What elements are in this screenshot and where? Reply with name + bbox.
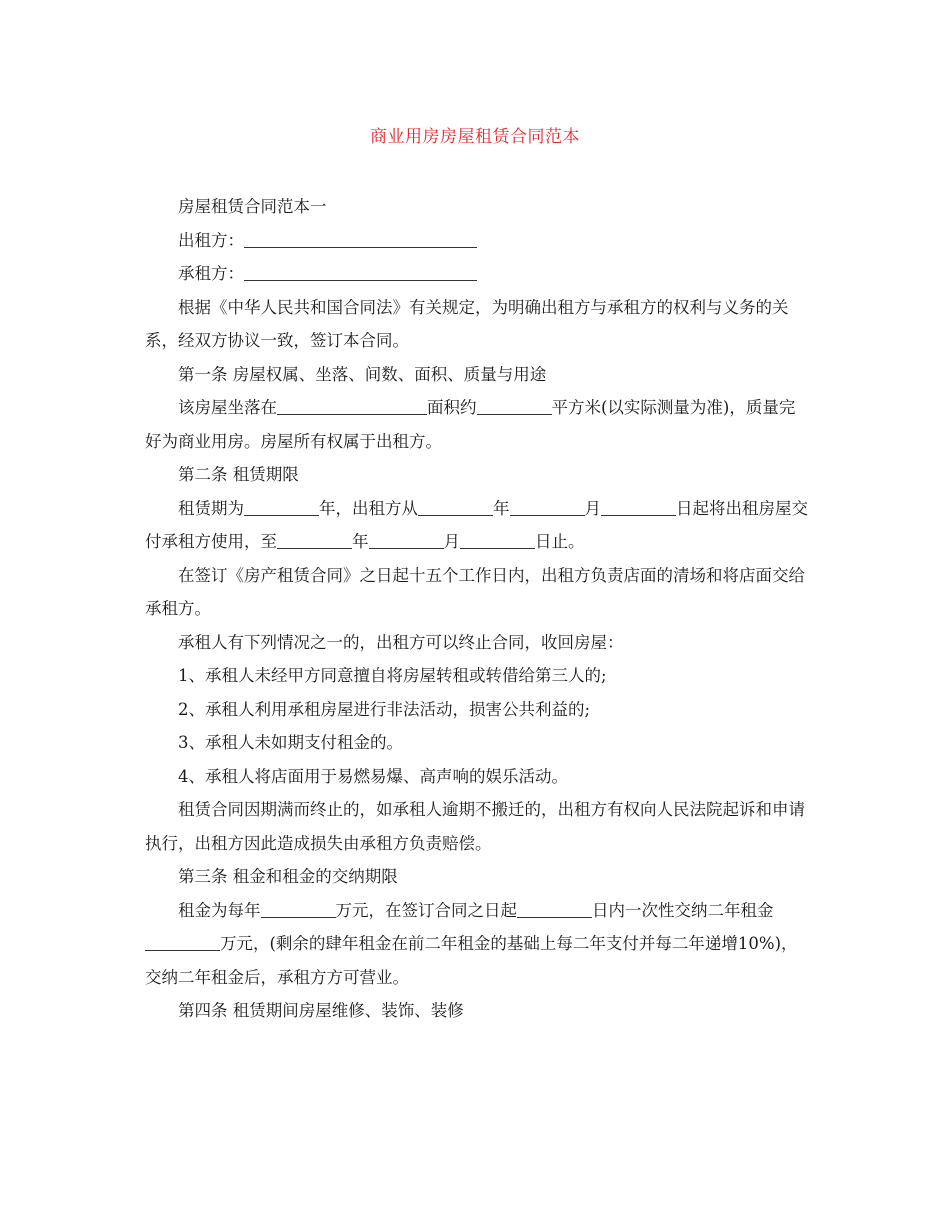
two-year-rent-text: 日内一次性交纳二年租金 — [592, 900, 774, 920]
article-2-termination-intro: 承租人有下列情况之一的，出租方可以终止合同，收回房屋： — [178, 632, 624, 652]
start-month-blank — [510, 496, 585, 515]
end-month-blank — [369, 530, 444, 549]
termination-item: 3、承租人未如期支付租金的。 — [178, 733, 403, 752]
article-3-title: 第三条 租金和租金的交纳期限 — [178, 867, 398, 886]
location-blank — [277, 396, 427, 415]
lessee-label: 承租方： — [178, 264, 244, 283]
article-4-title: 第四条 租赁期间房屋维修、装饰、装修 — [178, 1001, 464, 1020]
year-text: 年 — [352, 532, 369, 551]
article-1-paragraph — [145, 391, 810, 458]
lessor-label: 出租方： — [178, 230, 244, 250]
contract-heading: 房屋租赁合同范本一 — [178, 197, 327, 216]
lessor-blank — [244, 228, 477, 247]
article-2-expiry-paragraph: 租赁合同因期满而终止的，如承租人逾期不搬迁的，出租方有权向人民法院起诉和申请执行，出租方因此造成损失由承租方负责赔偿。 — [145, 800, 805, 853]
article-3-rent-paragraph — [145, 894, 810, 995]
document-title: 商业用房房屋租赁合同范本 — [370, 127, 580, 147]
day-end-text: 日止。 — [535, 532, 585, 551]
year-text: 年 — [493, 498, 510, 518]
deliver-text: 日起将出租房屋交付承租方使用，至 — [145, 498, 808, 551]
area-unit-text: 平方米(以实际测量为准)，质量完好为商业用房。房屋所有权属于出租方。 — [145, 398, 796, 451]
location-text: 该房屋坐落在 — [178, 398, 277, 417]
document-body — [145, 190, 810, 1028]
area-text: 面积约 — [427, 398, 477, 417]
payment-days-blank — [517, 898, 592, 917]
article-2-term-paragraph — [145, 492, 810, 559]
two-year-rent-blank — [145, 932, 220, 951]
term-from-text: 年，出租方从 — [319, 498, 418, 518]
article-1-title: 第一条 房屋权属、坐落、间数、面积、质量与用途 — [178, 364, 547, 384]
start-day-blank — [601, 496, 676, 515]
termination-item: 2、承租人利用承租房屋进行非法活动，损害公共利益的; — [178, 699, 591, 719]
termination-item: 1、承租人未经甲方同意擅自将房屋转租或转借给第三人的; — [178, 666, 607, 685]
start-year-blank — [418, 496, 493, 515]
rent-increase-text: 万元，(剩余的肆年租金在前二年租金的基础上每二年支付并每二年递增10%)，交纳二年租金后，承租方方可营业。 — [145, 934, 798, 987]
intro-paragraph: 根据《中华人民共和国合同法》有关规定，为明确出租方与承租方的权利与义务的关系，经双方协议一致，签订本合同。 — [145, 297, 789, 350]
termination-item: 4、承租人将店面用于易燃易爆、高声响的娱乐活动。 — [178, 766, 568, 786]
term-years-blank — [244, 496, 319, 515]
term-text: 租赁期为 — [178, 498, 244, 518]
end-day-blank — [460, 530, 535, 549]
rent-days-text: 万元，在签订合同之日起 — [335, 900, 517, 920]
month-text: 月 — [584, 498, 601, 518]
article-2-clearance-paragraph: 在签订《房产租赁合同》之日起十五个工作日内，出租方负责店面的清场和将店面交给承租方。 — [145, 565, 805, 618]
annual-rent-blank — [261, 898, 336, 917]
lessee-line — [145, 257, 810, 291]
rent-text: 租金为每年 — [178, 900, 261, 920]
area-blank — [477, 396, 552, 415]
end-year-blank — [277, 530, 352, 549]
article-2-title: 第二条 租赁期限 — [178, 465, 299, 484]
lessor-line — [145, 224, 810, 258]
lessee-blank — [244, 262, 477, 281]
month-text: 月 — [443, 532, 460, 551]
